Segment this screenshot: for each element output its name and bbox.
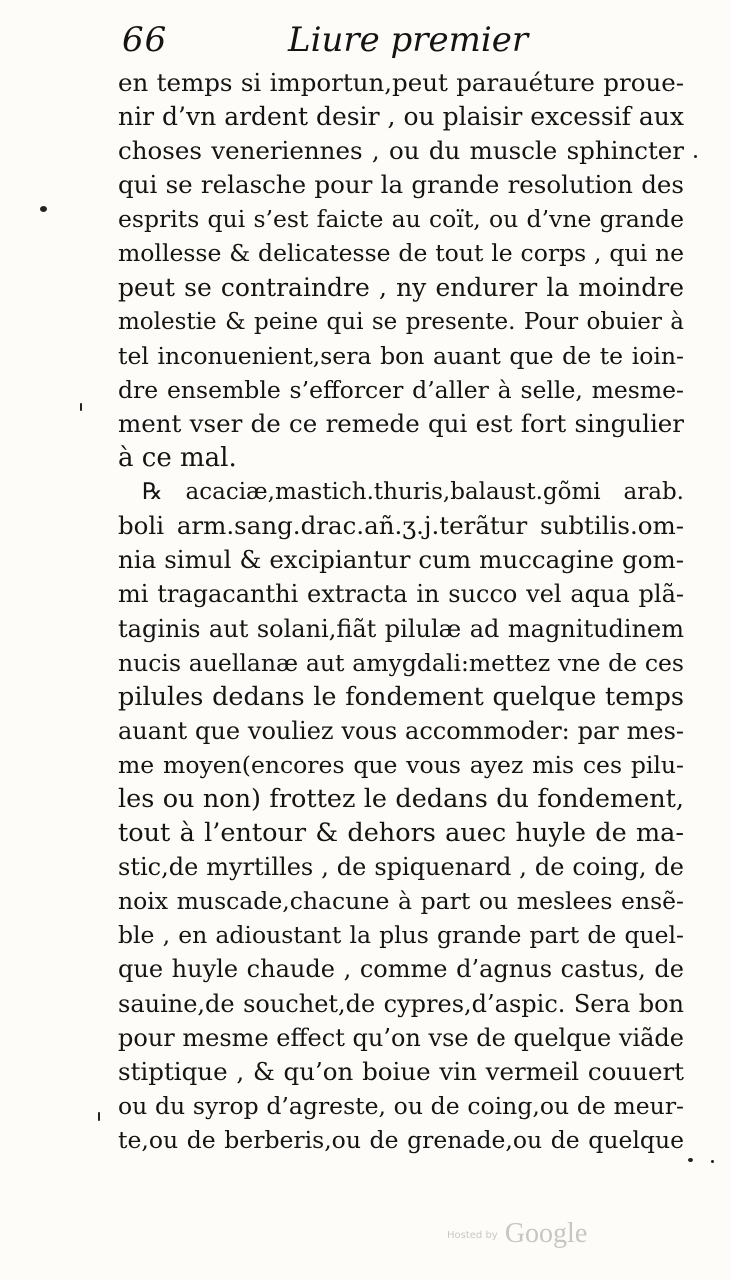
text-line: les ou non) frottez le dedans du fondement, bbox=[118, 783, 684, 814]
text-line: pilules dedans le fondement quelque temps bbox=[118, 681, 684, 712]
running-title: Liure premier bbox=[288, 20, 529, 60]
text-line: molestie & peine qui se presente. Pour obuier à bbox=[118, 308, 684, 335]
page-number: 66 bbox=[122, 20, 168, 60]
text-line: nucis auellanæ aut amygdali:mettez vne de ces bbox=[118, 648, 684, 677]
text-line: qui se relasche pour la grande resolution des bbox=[118, 170, 684, 200]
ink-speck bbox=[98, 1112, 100, 1121]
text-line: noix muscade,chacune à part ou meslees ensẽ- bbox=[118, 887, 684, 916]
body-text bbox=[118, 66, 684, 1157]
text-line: stic,de myrtilles , de spiquenard , de coing, de bbox=[118, 853, 684, 882]
text-line: sauine,de souchet,de cypres,d’aspic. Sera bon bbox=[118, 989, 684, 1018]
text-line: mi tragacanthi extracta in succo vel aqua plã- bbox=[118, 580, 684, 609]
text-line: ℞ acaciæ,mastich.thuris,balaust.gõmi arab. bbox=[142, 479, 684, 506]
text-line: dre ensemble s’efforcer d’aller à selle, mesme- bbox=[118, 375, 684, 404]
ink-speck bbox=[711, 1160, 714, 1163]
text-line: mollesse & delicatesse de tout le corps , qui ne bbox=[118, 239, 684, 268]
text-line: à ce mal. bbox=[118, 443, 237, 474]
text-line: pour mesme effect qu’on vse de quelque viãde bbox=[118, 1023, 684, 1052]
text-line: stiptique , & qu’on boiue vin vermeil couuert bbox=[118, 1056, 684, 1086]
text-line: tout à l’entour & dehors auec huyle de ma- bbox=[118, 818, 684, 849]
text-line: tel inconuenient,sera bon auant que de te ioin- bbox=[118, 341, 684, 370]
text-line: choses veneriennes , ou du muscle sphincter bbox=[118, 136, 684, 166]
ink-speck bbox=[688, 1158, 693, 1162]
text-line: me moyen(encores que vous ayez mis ces pilu- bbox=[118, 750, 684, 779]
ink-speck bbox=[80, 403, 82, 411]
text-line: te,ou de berberis,ou de grenade,ou de quelque bbox=[118, 1125, 684, 1154]
text-line: ment vser de ce remede qui est fort singulier bbox=[118, 408, 684, 438]
text-line: ou du syrop d’agreste, ou de coing,ou de meur- bbox=[118, 1091, 684, 1120]
text-line: peut se contraindre , ny endurer la moindre bbox=[118, 272, 684, 302]
text-line: boli arm.sang.drac.añ.ʒ.j.terãtur subtilis.om- bbox=[118, 511, 684, 541]
google-watermark bbox=[447, 1218, 607, 1258]
page-header bbox=[122, 18, 592, 62]
text-line: taginis aut solani,fiãt pilulæ ad magnitudinem bbox=[118, 614, 684, 643]
text-line: en temps si importun,peut parauéture proue- bbox=[118, 68, 684, 97]
text-line: nir d’vn ardent desir , ou plaisir excessif aux bbox=[118, 102, 684, 132]
text-line: ble , en adioustant la plus grande part de quel- bbox=[118, 921, 684, 950]
text-line: esprits qui s’est faicte au coït, ou d’vne grande bbox=[118, 205, 684, 234]
hosted-by-label: Hosted by bbox=[447, 1230, 498, 1241]
text-line: nia simul & excipiantur cum muccagine gom- bbox=[118, 545, 684, 575]
ink-speck bbox=[694, 155, 697, 158]
text-line: que huyle chaude , comme d’agnus castus, de bbox=[118, 955, 684, 984]
google-logo: Google bbox=[504, 1218, 588, 1249]
ink-speck bbox=[40, 206, 47, 212]
text-line: auant que vouliez vous accommoder: par mes- bbox=[118, 716, 684, 745]
